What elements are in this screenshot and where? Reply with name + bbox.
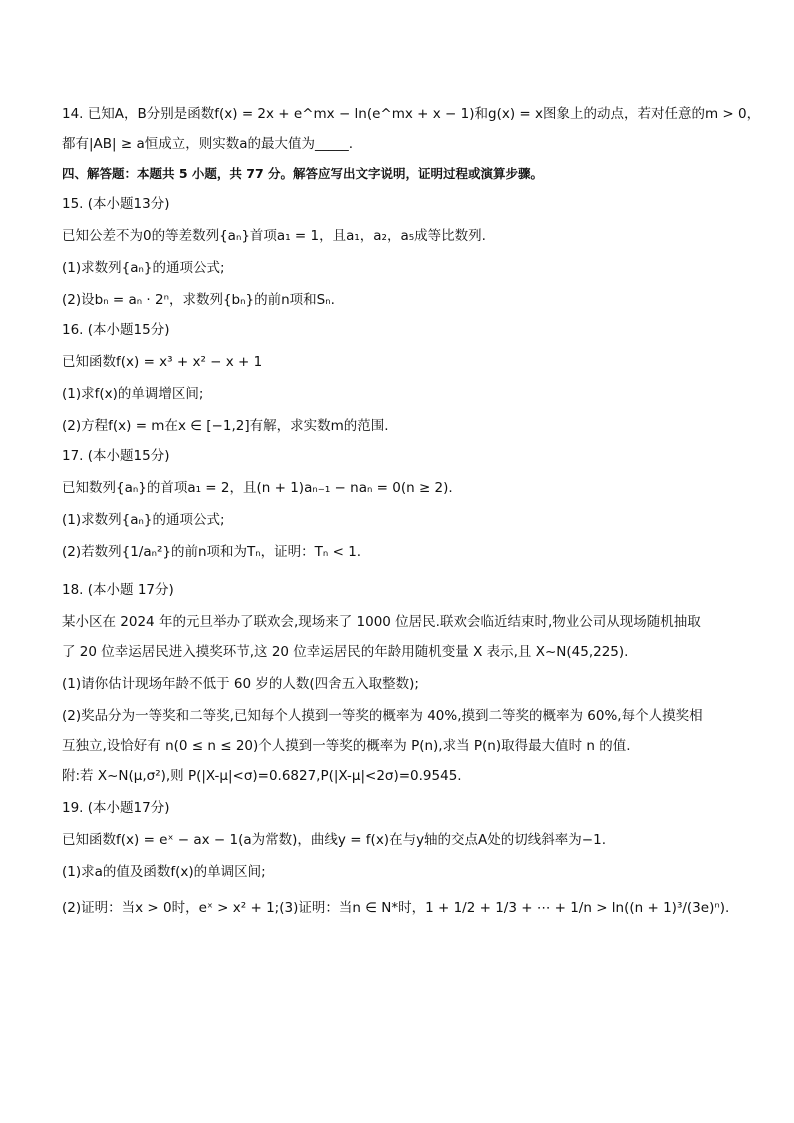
q18-part-1: (1)请你估计现场年龄不低于 60 岁的人数(四舍五入取整数); [62, 676, 419, 692]
q16-part-1: (1)求f(x)的单调增区间; [62, 386, 204, 402]
q19-part-1: (1)求a的值及函数f(x)的单调区间; [62, 864, 266, 880]
q15-header: 15. (本小题13分) [62, 196, 170, 212]
q16-stem: 已知函数f(x) = x³ + x² − x + 1 [62, 354, 263, 370]
q16-part-2: (2)方程f(x) = m在x ∈ [−1,2]有解，求实数m的范围. [62, 418, 389, 434]
q15-stem: 已知公差不为0的等差数列{aₙ}首项a₁ = 1，且a₁，a₂，a₅成等比数列. [62, 228, 486, 244]
q18-stem-2: 了 20 位幸运居民进入摸奖环节,这 20 位幸运居民的年龄用随机变量 X 表示,且 X~N(45,225). [62, 644, 629, 660]
q19-part-2: (2)证明：当x > 0时，eˣ > x² + 1;(3)证明：当n ∈ N*时，1 + 1/2 + 1/3 + ⋯ + 1/n > ln((n + 1)³/(3e)ⁿ). [62, 900, 730, 916]
q18-stem-1: 某小区在 2024 年的元旦举办了联欢会,现场来了 1000 位居民.联欢会临近结束时,物业公司从现场随机抽取 [62, 614, 701, 630]
q14-line-2: 都有|AB| ≥ a恒成立，则实数a的最大值为_____. [62, 136, 354, 152]
q19-stem: 已知函数f(x) = eˣ − ax − 1(a为常数)，曲线y = f(x)在与y轴的交点A处的切线斜率为−1. [62, 832, 606, 848]
q17-stem: 已知数列{aₙ}的首项a₁ = 2，且(n + 1)aₙ₋₁ − naₙ = 0(n ≥ 2). [62, 480, 453, 496]
q18-header: 18. (本小题 17分) [62, 582, 174, 598]
q18-part-2a: (2)奖品分为一等奖和二等奖,已知每个人摸到一等奖的概率为 40%,摸到二等奖的概率为 60%,每个人摸奖相 [62, 708, 703, 724]
q18-note: 附:若 X~N(μ,σ²),则 P(|X-μ|<σ)=0.6827,P(|X-μ|<2σ)=0.9545. [62, 768, 462, 784]
q17-header: 17. (本小题15分) [62, 448, 170, 464]
q17-part-2: (2)若数列{1/aₙ²}的前n项和为Tₙ，证明：Tₙ < 1. [62, 544, 362, 560]
q17-part-1: (1)求数列{aₙ}的通项公式; [62, 512, 225, 528]
q19-header: 19. (本小题17分) [62, 800, 170, 816]
q18-part-2b: 互独立,设恰好有 n(0 ≤ n ≤ 20)个人摸到一等奖的概率为 P(n),求当 P(n)取得最大值时 n 的值. [62, 738, 631, 754]
section-heading: 四、解答题：本题共 5 小题，共 77 分。解答应写出文字说明，证明过程或演算步骤。 [62, 166, 544, 181]
q15-part-1: (1)求数列{aₙ}的通项公式; [62, 260, 225, 276]
q16-header: 16. (本小题15分) [62, 322, 170, 338]
q15-part-2: (2)设bₙ = aₙ · 2ⁿ，求数列{bₙ}的前n项和Sₙ. [62, 292, 335, 308]
q14-line-1: 14. 已知A，B分别是函数f(x) = 2x + e^mx − ln(e^mx + x − 1)和g(x) = x图象上的动点，若对任意的m > 0， [62, 106, 761, 122]
